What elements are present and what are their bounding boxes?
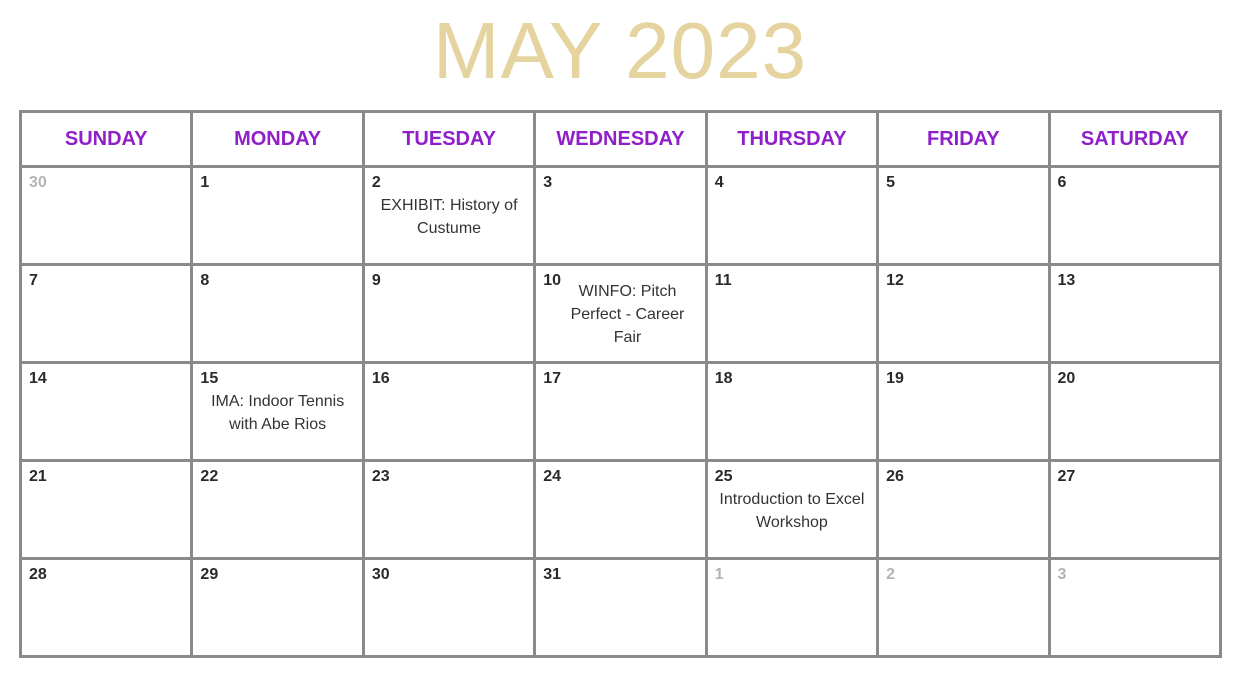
day-cell[interactable] <box>535 167 706 265</box>
day-cell[interactable] <box>21 167 192 265</box>
day-number: 12 <box>886 272 904 289</box>
weekday-sunday: SUNDAY <box>21 112 192 167</box>
day-cell[interactable] <box>878 265 1049 363</box>
day-number: 22 <box>200 468 219 485</box>
day-cell[interactable] <box>535 363 706 461</box>
day-number: 14 <box>29 370 47 387</box>
day-number: 28 <box>29 566 47 583</box>
day-cell[interactable] <box>1049 559 1220 657</box>
day-number: 29 <box>200 566 219 583</box>
day-cell[interactable] <box>192 559 363 657</box>
week-row <box>21 167 1221 265</box>
calendar-event[interactable]: IMA: Indoor Tennis with Abe Rios <box>211 393 345 433</box>
day-cell[interactable] <box>192 167 363 265</box>
day-cell[interactable] <box>363 265 534 363</box>
day-cell[interactable] <box>1049 265 1220 363</box>
calendar-event[interactable]: WINFO: Pitch Perfect - Career Fair <box>570 283 685 346</box>
day-cell[interactable] <box>706 265 877 363</box>
day-number: 17 <box>543 370 562 387</box>
day-cell[interactable] <box>706 559 877 657</box>
day-cell[interactable] <box>21 265 192 363</box>
weekday-wednesday: WEDNESDAY <box>535 112 706 167</box>
weekday-saturday: SATURDAY <box>1049 112 1220 167</box>
day-number: 27 <box>1057 468 1076 485</box>
day-cell[interactable] <box>192 265 363 363</box>
day-number: 30 <box>371 566 390 583</box>
day-number: 2 <box>371 174 381 191</box>
day-number: 20 <box>1057 370 1076 387</box>
day-cell[interactable] <box>878 461 1049 559</box>
calendar-grid <box>19 110 1222 658</box>
day-number: 7 <box>29 272 38 289</box>
calendar-event[interactable]: Introduction to Excel Workshop <box>719 491 865 531</box>
day-cell[interactable] <box>535 559 706 657</box>
day-number: 11 <box>714 272 732 289</box>
weekday-tuesday: TUESDAY <box>363 112 534 167</box>
day-number: 1 <box>200 174 210 191</box>
day-cell[interactable] <box>21 559 192 657</box>
calendar-event[interactable]: EXHIBIT: History of Custume <box>380 197 518 237</box>
adjacent-month-day-number: 1 <box>714 566 724 583</box>
adjacent-month-day-number: 3 <box>1057 566 1067 583</box>
day-cell[interactable] <box>535 265 706 363</box>
day-cell[interactable] <box>21 363 192 461</box>
day-number: 3 <box>543 174 553 191</box>
day-number: 16 <box>371 370 390 387</box>
day-cell[interactable] <box>1049 167 1220 265</box>
adjacent-month-day-number: 30 <box>29 174 47 191</box>
week-row <box>21 559 1221 657</box>
week-row <box>21 461 1221 559</box>
calendar-body <box>21 167 1221 657</box>
day-cell[interactable] <box>363 461 534 559</box>
day-number: 18 <box>714 370 733 387</box>
day-number: 4 <box>714 174 724 191</box>
day-cell[interactable] <box>1049 461 1220 559</box>
weekday-header-row <box>21 112 1221 167</box>
day-number: 23 <box>371 468 390 485</box>
weekday-thursday: THURSDAY <box>706 112 877 167</box>
day-number: 9 <box>371 272 381 289</box>
weekday-monday: MONDAY <box>192 112 363 167</box>
day-cell[interactable] <box>535 461 706 559</box>
day-number: 26 <box>886 468 904 485</box>
day-cell[interactable] <box>363 167 534 265</box>
day-cell[interactable] <box>363 363 534 461</box>
day-number: 21 <box>29 468 47 485</box>
week-row <box>21 265 1221 363</box>
day-cell[interactable] <box>706 461 877 559</box>
day-cell[interactable] <box>706 167 877 265</box>
day-number: 31 <box>543 566 562 583</box>
day-cell[interactable] <box>192 461 363 559</box>
day-cell[interactable] <box>878 363 1049 461</box>
day-number: 5 <box>886 174 896 191</box>
day-cell[interactable] <box>21 461 192 559</box>
day-number: 10 <box>543 272 562 289</box>
day-number: 15 <box>200 370 219 387</box>
day-cell[interactable] <box>878 559 1049 657</box>
day-cell[interactable] <box>363 559 534 657</box>
day-number: 24 <box>543 468 562 485</box>
day-cell[interactable] <box>878 167 1049 265</box>
day-cell[interactable] <box>706 363 877 461</box>
day-number: 19 <box>886 370 904 387</box>
week-row <box>21 363 1221 461</box>
day-number: 8 <box>200 272 210 289</box>
day-cell[interactable] <box>192 363 363 461</box>
calendar-title: MAY 2023 <box>432 6 808 95</box>
day-cell[interactable] <box>1049 363 1220 461</box>
adjacent-month-day-number: 2 <box>886 566 896 583</box>
day-number: 13 <box>1057 272 1076 289</box>
weekday-friday: FRIDAY <box>878 112 1049 167</box>
day-number: 6 <box>1057 174 1067 191</box>
day-number: 25 <box>714 468 733 485</box>
